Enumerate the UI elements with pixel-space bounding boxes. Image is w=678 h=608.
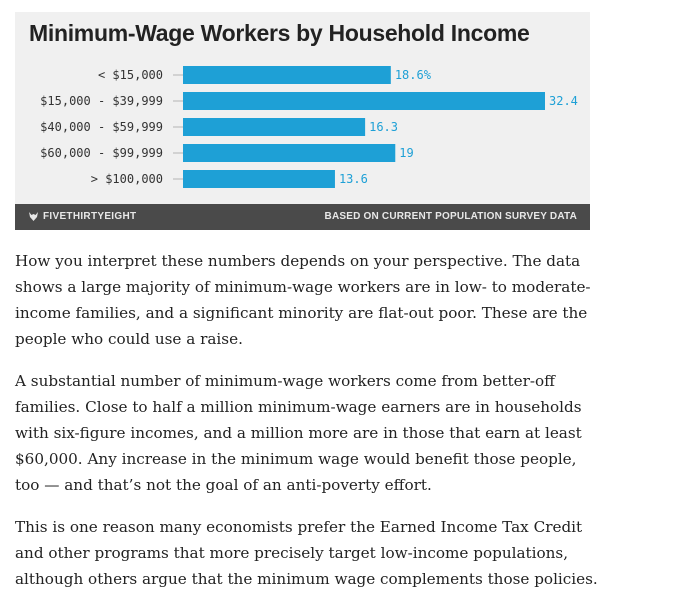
footer-brand-label: FIVETHIRTYEIGHT (43, 211, 137, 222)
chart-footer (15, 204, 590, 230)
bar (183, 170, 335, 188)
article-paragraph: This is one reason many economists prefer the Earned Income Tax Credit and other programs that more precisely target low-income populations, although others argue that the minimum wage complements those policies. (15, 518, 598, 588)
bar (183, 144, 395, 162)
footer-source: BASED ON CURRENT POPULATION SURVEY DATA (324, 211, 577, 222)
category-label: $40,000 - $59,999 (40, 120, 163, 134)
bar (183, 118, 365, 136)
value-label: 32.4 (549, 94, 578, 108)
chart-figure (15, 12, 590, 230)
category-label: < $15,000 (97, 68, 163, 82)
value-label: 19 (399, 146, 414, 160)
bar (183, 92, 545, 110)
article-body (15, 248, 605, 608)
chart-title: Minimum-Wage Workers by Household Income (29, 20, 530, 46)
article-paragraph: A substantial number of minimum-wage workers come from better-off families. Close to half a million minimum-wage earners are in households with six-figure incomes, and a million more are in those that earn at least $60,000. Any increase in the minimum wage would benefit those people, too — and that’s not the goal of an anti-poverty effort. (15, 372, 582, 494)
category-label: > $100,000 (90, 172, 163, 186)
article-paragraph: How you interpret these numbers depends on your perspective. The data shows a large majority of minimum-wage workers are in low- to moderate-income families, and a significant minority are flat-out poor. These are the people who could use a raise. (15, 252, 591, 348)
footer-brand (28, 211, 136, 222)
value-label: 16.3 (369, 120, 399, 134)
bar-chart (15, 12, 590, 204)
category-label: $15,000 - $39,999 (40, 94, 163, 108)
value-label: 18.6% (394, 68, 431, 82)
bar (183, 66, 391, 84)
category-label: $60,000 - $99,999 (40, 146, 163, 160)
value-label: 13.6 (338, 172, 368, 186)
fivethirtyeight-fox-icon (28, 211, 39, 222)
